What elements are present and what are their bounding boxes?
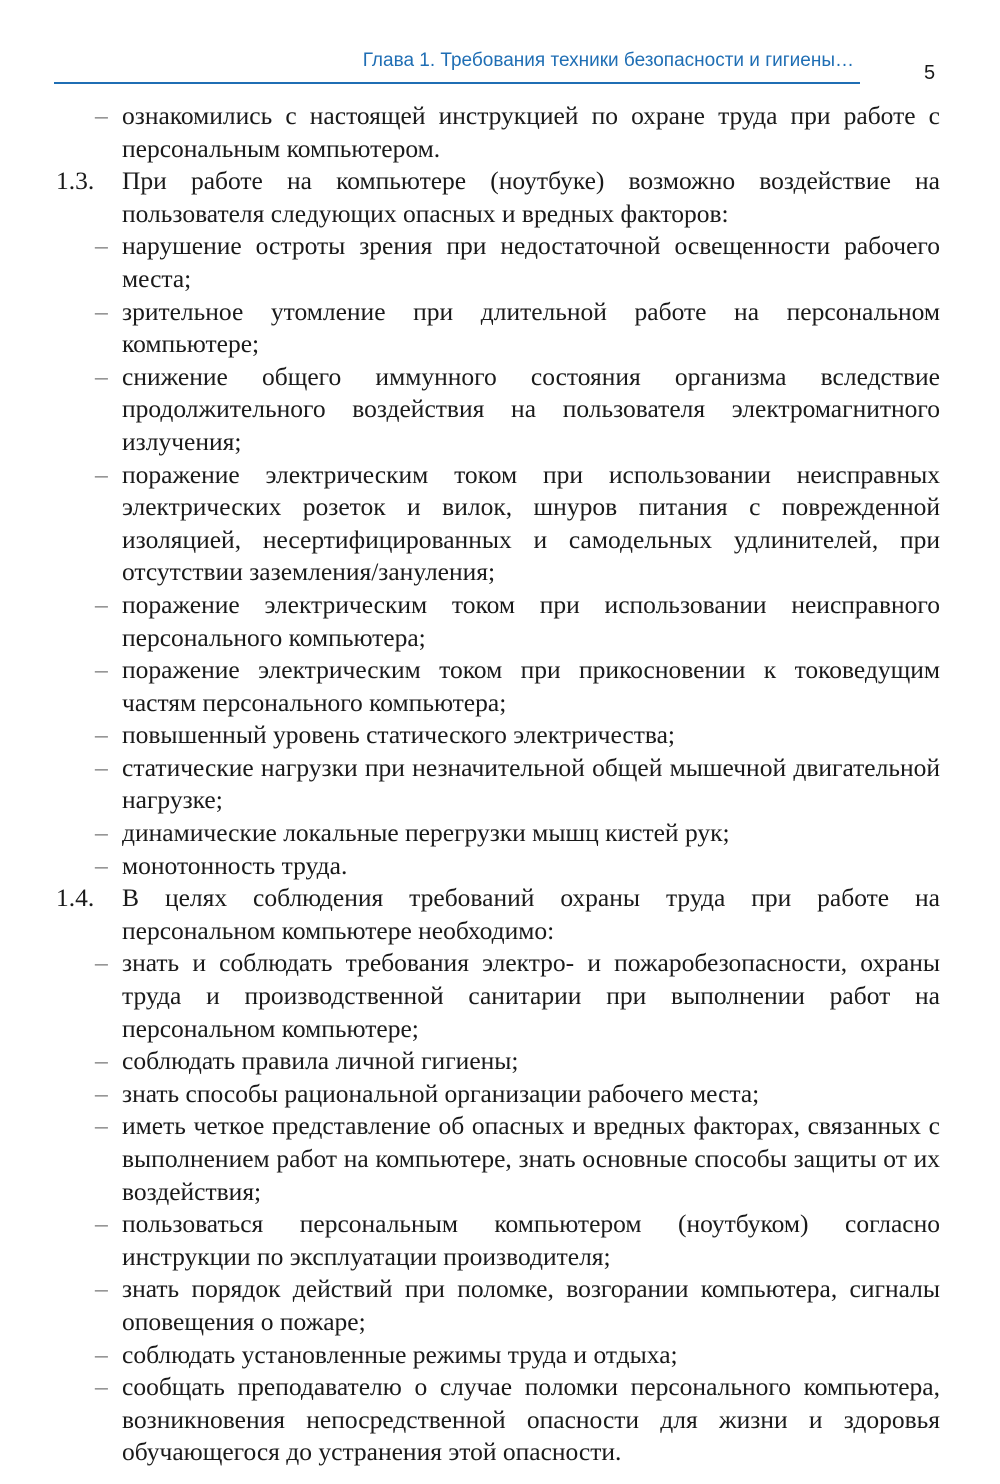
- item-text: снижение общего иммунного состояния организма вследствие продолжительного воздействия на пользователя электромагнитного излучения;: [122, 361, 940, 456]
- list-item: [0, 654, 940, 719]
- item-text: соблюдать правила личной гигиены;: [122, 1046, 519, 1076]
- item-text: статические нагрузки при незначительной общей мышечной двигательной нагрузке;: [122, 752, 940, 815]
- dash-bullet-icon: –: [95, 1339, 108, 1369]
- dash-bullet-icon: –: [95, 948, 108, 978]
- item-text: поражение электрическим током при использовании неисправного персонального компьютера;: [122, 589, 940, 652]
- dash-bullet-icon: –: [95, 818, 108, 848]
- list-item: [0, 296, 940, 361]
- item-text: иметь четкое представление об опасных и вредных факторах, связанных с выполнением работ на компьютере, знать основные способы защиты от их воздействия;: [122, 1111, 940, 1206]
- section-number: 1.3.: [56, 166, 95, 196]
- list-item: [0, 752, 940, 817]
- numbered-paragraph: [0, 882, 940, 947]
- item-text: нарушение остроты зрения при недостаточной освещенности рабочего места;: [122, 231, 940, 293]
- list-item: [0, 361, 940, 459]
- item-text: знать и соблюдать требования электро- и пожаробезопасности, охраны труда и производственной санитарии при выполнении работ на персональном компьютере;: [122, 948, 940, 1043]
- item-text: поражение электрическим током при прикосновении к токоведущим частям персонального компьютера;: [122, 655, 940, 717]
- item-text: поражение электрическим током при использовании неисправных электрических розеток и вилок, шнуров питания с поврежденной изоляцией, несертифицированных и самодельных удлинителей, при отсутствии заземления/зануления;: [122, 459, 940, 587]
- dash-bullet-icon: –: [95, 101, 108, 130]
- list-item: [0, 230, 940, 295]
- list-item: [0, 1045, 940, 1078]
- dash-bullet-icon: –: [95, 752, 108, 782]
- page-number: 5: [924, 62, 936, 84]
- list-item: [0, 1273, 940, 1338]
- item-text: повышенный уровень статического электричества;: [122, 720, 675, 750]
- dash-bullet-icon: –: [95, 1209, 108, 1239]
- list-item: [0, 1078, 940, 1111]
- list-item: [0, 719, 940, 752]
- dash-bullet-icon: –: [95, 1046, 108, 1076]
- item-text: знать способы рациональной организации рабочего места;: [122, 1078, 760, 1108]
- item-text: сообщать преподавателю о случае поломки персонального компьютера, возникновения непосредственной опасности для жизни и здоровья обучающегося до устранения этой опасности.: [122, 1372, 940, 1467]
- dash-bullet-icon: –: [95, 720, 108, 750]
- dash-bullet-icon: –: [95, 655, 108, 685]
- item-text: пользоваться персональным компьютером (ноутбуком) согласно инструкции по эксплуатации производителя;: [122, 1209, 940, 1271]
- list-item: [0, 1371, 940, 1469]
- item-text: В целях соблюдения требований охраны труда при работе на персональном компьютере необходимо:: [122, 883, 940, 945]
- dash-bullet-icon: –: [95, 296, 108, 326]
- body-text: [0, 100, 1000, 1469]
- chapter-title: Глава 1. Требования техники безопасности и гигиены…: [362, 50, 854, 71]
- dash-bullet-icon: –: [95, 1372, 108, 1402]
- item-text: динамические локальные перегрузки мышц кистей рук;: [122, 818, 730, 848]
- dash-bullet-icon: –: [95, 589, 108, 619]
- item-text: ознакомились с настоящей инструкцией по охране труда при работе с персональным компьютером.: [122, 101, 940, 163]
- list-item: [0, 1110, 940, 1208]
- list-item: [0, 459, 940, 589]
- list-item: [0, 589, 940, 654]
- dash-bullet-icon: –: [95, 850, 108, 880]
- item-text: знать порядок действий при поломке, возгорании компьютера, сигналы оповещения о пожаре;: [122, 1274, 940, 1336]
- dash-bullet-icon: –: [95, 1078, 108, 1108]
- dash-bullet-icon: –: [95, 1111, 108, 1141]
- item-text: монотонность труда.: [122, 850, 348, 880]
- numbered-paragraph: [0, 165, 940, 230]
- dash-bullet-icon: –: [95, 459, 108, 489]
- dash-bullet-icon: –: [95, 231, 108, 261]
- list-item: [0, 850, 940, 883]
- dash-bullet-icon: –: [95, 1274, 108, 1304]
- list-item: [0, 817, 940, 850]
- dash-bullet-icon: –: [95, 361, 108, 391]
- item-text: соблюдать установленные режимы труда и отдыха;: [122, 1339, 678, 1369]
- list-item: [0, 1339, 940, 1372]
- section-number: 1.4.: [56, 883, 95, 913]
- item-text: При работе на компьютере (ноутбуке) возможно воздействие на пользователя следующих опасных и вредных факторов:: [122, 166, 940, 228]
- running-header: [54, 44, 860, 84]
- list-item: [0, 1208, 940, 1273]
- list-item: [0, 947, 940, 1045]
- list-item: [0, 100, 940, 165]
- item-text: зрительное утомление при длительной работе на персональном компьютере;: [122, 296, 940, 359]
